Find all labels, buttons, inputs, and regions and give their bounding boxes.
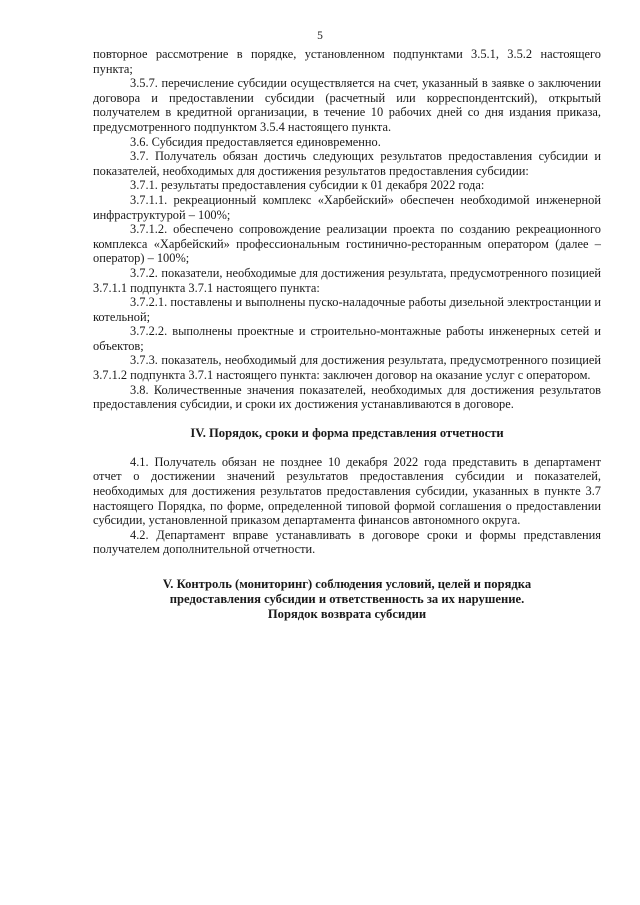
paragraph-3-7-3: 3.7.3. показатель, необходимый для достижения результата, предусмотренного позицией 3.7.1.2 подпункта 3.7.1 настоящего пункта: заключен договор на оказание услуг с оператором. xyxy=(93,353,601,383)
document-body xyxy=(93,47,601,622)
paragraph-3-7: 3.7. Получатель обязан достичь следующих результатов предоставления субсидии и показателей, необходимых для достижения результатов предоставления субсидии: xyxy=(93,149,601,178)
paragraph-4-1: 4.1. Получатель обязан не позднее 10 декабря 2022 года представить в департамент отчет о достижении значений результатов предоставления субсидии и показателей, необходимых для достижения результатов предоставления субсидии, указанных в пункте 3.7 настоящего Порядка, по форме, определенной типовой формой соглашения о предоставлении субсидии, установленной приказом департамента финансов автономного округа. xyxy=(93,454,601,528)
paragraph-3-7-2-1: 3.7.2.1. поставлены и выполнены пуско-наладочные работы дизельной электростанции и котельной; xyxy=(93,295,601,324)
page-number: 5 xyxy=(317,30,323,42)
paragraph-3-7-1: 3.7.1. результаты предоставления субсидии к 01 декабря 2022 года: xyxy=(130,178,485,193)
paragraph-4-2: 4.2. Департамент вправе устанавливать в договоре сроки и формы представления получателем дополнительной отчетности. xyxy=(93,527,601,557)
section-5-heading-line-3: Порядок возврата субсидии xyxy=(267,607,427,621)
paragraph-3-6: 3.6. Субсидия предоставляется единовременно. xyxy=(130,134,381,149)
paragraph-3-7-1-2: 3.7.1.2. обеспечено сопровождение реализации проекта по созданию рекреационного комплекса «Харбейский» профессиональным гостинично-ресторанным оператором (далее – оператор) – 100%; xyxy=(93,222,601,266)
section-5-heading-line-2: предоставления субсидии и ответственность за их нарушение. xyxy=(169,592,525,606)
paragraph-3-7-2: 3.7.2. показатели, необходимые для достижения результата, предусмотренного позицией 3.7.1.1 подпункта 3.7.1 настоящего пункта: xyxy=(93,265,601,295)
paragraph-3-7-1-1: 3.7.1.1. рекреационный комплекс «Харбейский» обеспечен необходимой инженерной инфраструктурой – 100%; xyxy=(93,192,601,222)
paragraph-3-8: 3.8. Количественные значения показателей, необходимых для достижения результатов предоставления субсидии, и сроки их достижения устанавливаются в договоре. xyxy=(93,382,601,412)
paragraph-3-5-7: 3.5.7. перечисление субсидии осуществляется на счет, указанный в заявке о заключении договора и предоставлении субсидии (расчетный или корреспондентский), открытый получателем в кредитной организации, в течение 10 рабочих дней со дня издания приказа, предусмотренного подпунктом 3.5.4 настоящего пункта. xyxy=(93,76,601,134)
section-5-heading-line-1: V. Контроль (мониторинг) соблюдения условий, целей и порядка xyxy=(162,577,532,591)
section-5-heading xyxy=(93,577,601,622)
section-4-heading: IV. Порядок, сроки и форма представления отчетности xyxy=(190,425,504,440)
paragraph-3-5-6-tail: повторное рассмотрение в порядке, установленном подпунктами 3.5.1, 3.5.2 настоящего пункта; xyxy=(93,47,601,76)
paragraph-3-7-2-2: 3.7.2.2. выполнены проектные и строительно-монтажные работы инженерных сетей и объектов; xyxy=(93,324,601,353)
